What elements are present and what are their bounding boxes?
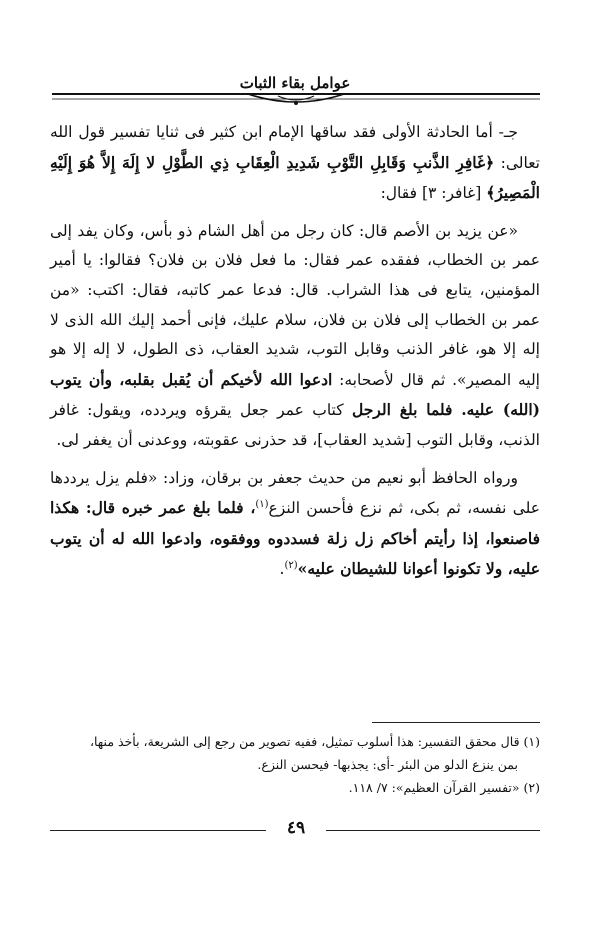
hadith-bold-text: ادعوا الله لأخيكم أن يُقبل بقلبه، وأن يتوب (الله) عليه. فلما بلغ الرجل (50, 369, 541, 420)
quran-verse: ﴿غَافِرِ الذَّنبِ وَقَابِلِ التَّوْبِ شَدِيدِ الْعِقَابِ ذِي الطَّوْلِ لا إِلَهَ إِلاَّ هُوَ إِلَيْهِ الْمَصِيرُ﴾ (50, 152, 540, 203)
intro-text: جـ- أما الحادثة الأولى فقد ساقها الإمام ابن كثير فى ثنايا تفسير قول الله تعالى: (50, 123, 540, 172)
page-number: ٤٩ (286, 818, 306, 838)
paragraph-hadith (50, 217, 540, 456)
paragraph-narration (50, 464, 540, 585)
footer-rule-left (50, 830, 266, 831)
footer-rule-right (326, 830, 540, 831)
hadith-text: «عن يزيد بن الأصم قال: كان رجل من أهل الشام ذو بأس، وكان يفد إلى عمر بن الخطاب، ففقده عمر فقال: ما فعل فلان بن فلان؟ فقالوا: يا أمير المؤمنين، يتابع فى هذا الشراب. قال: فدعا عمر كاتبه، فقال: اكتب: «من عمر بن الخطاب إلى فلان بن فلان، سلام عليك، فإنى أحمد إليك الله الذى لا إله إلا هو، غافر الذنب وقابل التوب، شديد العقاب، ذى الطول، لا إله إلا هو إليه المصير». ثم قال لأصحابه: (50, 221, 540, 389)
footnote-ref-2: (٢) (284, 560, 298, 572)
footnote-separator (372, 722, 540, 723)
running-title: عوامل بقاء الثبات (239, 74, 351, 92)
narration-end: . (279, 560, 285, 579)
narration-text: ورواه الحافظ أبو نعيم من حديث جعفر بن برقان، وزاد: «فلم يزل يرددها على نفسه، ثم بكى، ثم نزع فأحسن النزع (50, 468, 540, 518)
hadith-text-end: كتاب عمر جعل يقرؤه ويردده، ويقول: غافر الذنب، وقابل التوب [شديد العقاب]، قد حذرنى عقوبته، ووعدنى أن يغفر لى. (50, 401, 540, 449)
footnote-1-continued: بمن ينزع الدلو من البئر -أى: يجذبها- فيحسن النزع. (257, 757, 518, 772)
body-text (50, 118, 540, 593)
verse-reference: [غافر: ٣] فقال: (380, 184, 487, 203)
footnote-ref-1: (١) (255, 498, 269, 510)
narration-text-bold: ، فلما بلغ عمر خبره قال: هكذا فاصنعوا، إذا رأيتم أخاكم زل زلة فسددوه ووفقوه، وادعوا الله له أن يتوب عليه، ولا تكونوا أعوانا للشيطان عليه» (50, 498, 540, 579)
paragraph-intro (50, 118, 540, 209)
footnote-2: (٢) «تفسير القرآن العظيم»: ٧/ ١١٨. (348, 780, 540, 795)
footnote-1: (١) قال محقق التفسير: هذا أسلوب تمثيل، ففيه تصوير من رجع إلى الشريعة، بأخذ منها، (89, 734, 540, 749)
footnotes (50, 730, 540, 799)
header-ornament-rule (52, 88, 540, 108)
